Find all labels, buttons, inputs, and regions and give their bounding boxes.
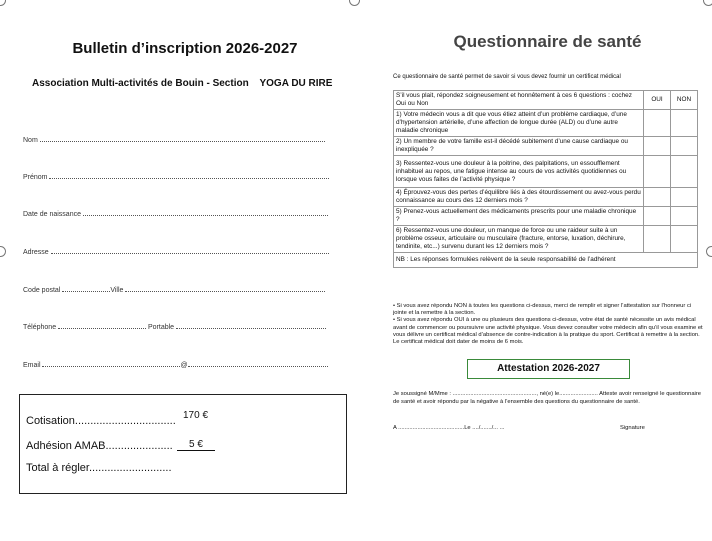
question-4-no-cell[interactable]: [671, 188, 698, 207]
question-4: 4) Éprouvez-vous des pertes d’équilibre liés à des étourdissement ou avez-vous perdu connaissance au cours des 12 derniers mois ?: [394, 188, 644, 207]
table-row: [394, 110, 698, 137]
adhesion-value: 5 €: [177, 439, 215, 451]
question-3-no-cell[interactable]: [671, 156, 698, 188]
adhesion-label: Adhésion AMAB......................: [26, 440, 173, 452]
table-row: [394, 207, 698, 226]
resize-handle-top-left[interactable]: [0, 0, 6, 6]
question-1-yes-cell[interactable]: [644, 110, 671, 137]
cotisation-label: Cotisation.................................: [26, 415, 176, 427]
question-3: 3) Ressentez-vous une douleur à la poitrine, des palpitations, un essoufflement inhabituel au repos, une fatigue intense au cours de vos activités quotidiennes ou lorsque vous faites de l’activité physique ?: [394, 156, 644, 188]
questionnaire-intro: Ce questionnaire de santé permet de savoir si vous devez fournir un certificat médical: [393, 74, 621, 80]
resize-handle-top-right[interactable]: [703, 0, 712, 6]
signature-label: Signature: [620, 425, 645, 431]
table-row: [394, 137, 698, 156]
questionnaire-table: [393, 90, 698, 268]
code-postal-ville-field[interactable]: Code postal Ville: [23, 285, 325, 294]
telephone-portable-field[interactable]: Téléphone Portable: [23, 322, 326, 331]
note-all-no: • Si vous avez répondu NON à toutes les questions ci-dessus, merci de remplir et signer l’attestation sur l’honneur ci jointe et la remettre à la section.: [393, 303, 692, 317]
table-row: [394, 188, 698, 207]
nb-row: [394, 253, 698, 268]
resize-handle-top-middle[interactable]: [349, 0, 360, 6]
fee-box: [19, 394, 347, 494]
question-1-no-cell[interactable]: [671, 110, 698, 137]
resize-handle-middle-right[interactable]: [706, 246, 712, 257]
association-line: [32, 78, 332, 89]
question-5-no-cell[interactable]: [671, 207, 698, 226]
prenom-field[interactable]: Prénom: [23, 172, 329, 181]
nb-text: NB : Les réponses formulées relèvent de la seule responsabilité de l’adhérent: [394, 253, 698, 268]
bulletin-title: Bulletin d’inscription 2026-2027: [72, 40, 298, 57]
question-5-yes-cell[interactable]: [644, 207, 671, 226]
question-2-no-cell[interactable]: [671, 137, 698, 156]
attestation-text: Je soussigné M/Mme : ...................................................., né(e) le........................ Atteste avoir renseigné le questionnaire de santé et avoir répondu par la négative à l’ensemble des questions du questionnaire de santé.: [393, 391, 701, 405]
resize-handle-middle-left[interactable]: [0, 246, 6, 257]
question-4-yes-cell[interactable]: [644, 188, 671, 207]
date-naissance-field[interactable]: Date de naissance: [23, 209, 328, 218]
cotisation-value: 170 €: [183, 410, 209, 421]
question-2: 2) Un membre de votre famille est-il décédé subitement d’une cause cardiaque ou inexpliquée ?: [394, 137, 644, 156]
section-name: YOGA DU RIRE: [259, 78, 333, 89]
no-column-header: NON: [671, 91, 698, 110]
question-2-yes-cell[interactable]: [644, 137, 671, 156]
yes-column-header: OUI: [644, 91, 671, 110]
note-one-yes: • Si vous avez répondu OUI à une ou plusieurs des questions ci-dessus, votre état de santé nécessite un avis médical avant de commencer ou poursuivre une activité physique. Vous devez consulter votre médecin afin qu’il vous examine et vous délivre un certificat médical d’absence de contre-indication à la pratique du sport. Certificat à remettre à la section. Le certificat médical doit dater de moins de 6 mois.: [393, 317, 703, 346]
nom-field[interactable]: Nom: [23, 135, 325, 144]
question-6-no-cell[interactable]: [671, 226, 698, 253]
total-label: Total à régler...........................: [26, 462, 172, 474]
adresse-field[interactable]: Adresse: [23, 247, 329, 256]
question-5: 5) Prenez-vous actuellement des médicaments prescrits pour une maladie chronique ?: [394, 207, 644, 226]
question-6: 6) Ressentez-vous une douleur, un manque de force ou une raideur suite à un problème osseux, articulaire ou musculaire (fracture, entorse, luxation, déchirure, tendinite, etc...) survenu durant les 12 derniers mois ?: [394, 226, 644, 253]
questionnaire-title: Questionnaire de santé: [453, 32, 642, 51]
instructions: [393, 303, 705, 346]
table-row: [394, 226, 698, 253]
question-3-yes-cell[interactable]: [644, 156, 671, 188]
table-header-row: [394, 91, 698, 110]
table-row: [394, 156, 698, 188]
table-header-text: S’il vous plait, répondez soigneusement et honnêtement à ces 6 questions : cochez Oui ou Non: [394, 91, 644, 110]
question-1: 1) Votre médecin vous a dit que vous étiez atteint d’un problème cardiaque, d’une d’hypertension artérielle, d’une affection de longue durée (ALD) ou d’une autre maladie chronique: [394, 110, 644, 137]
place-date-line: A .........................................Le ..../......./... ...: [393, 425, 505, 431]
email-field[interactable]: Email @: [23, 360, 328, 369]
association-name: Association Multi-activités de Bouin - Section: [32, 78, 249, 89]
attestation-title: Attestation 2026-2027: [467, 359, 630, 379]
question-6-yes-cell[interactable]: [644, 226, 671, 253]
